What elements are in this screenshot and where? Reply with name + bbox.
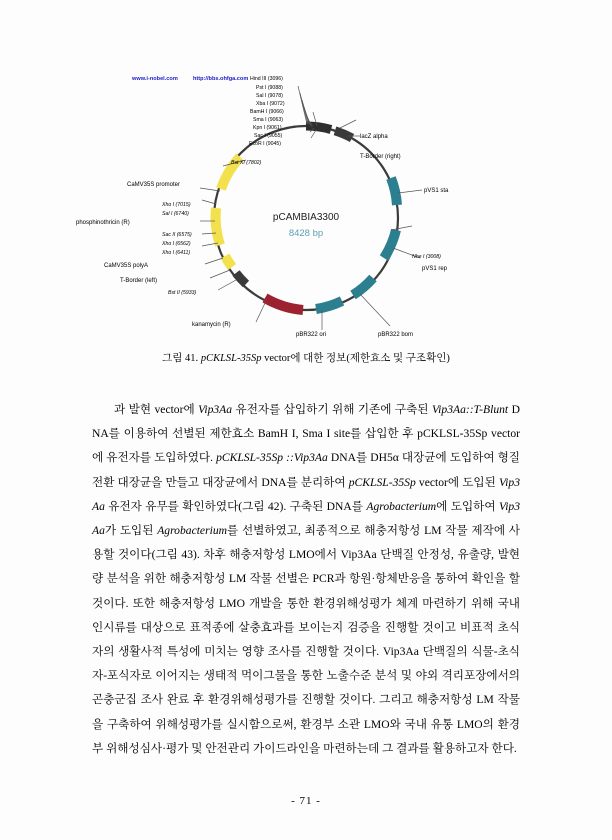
page-number: - 71 - — [291, 795, 321, 807]
label-t-border-left: T-Border (left) — [120, 278, 158, 284]
label-xho1-7015: Xho I (7015) — [162, 202, 191, 208]
label-kanamycin-r: kanamycin (R) — [192, 322, 231, 328]
feature-lacz-alpha — [306, 126, 331, 130]
label-camv35s-promoter: CaMV35S promoter — [127, 182, 181, 188]
label-bst2-5933: Bst II (5933) — [168, 290, 197, 296]
figure-url-left: www.i-nobel.com — [132, 76, 178, 82]
caption-suffix: vector에 대한 정보(제한효소 및 구조확인) — [261, 353, 450, 364]
mcs-site-xba1: Xba I (9072) — [256, 101, 285, 107]
plasmid-map-figure — [60, 58, 552, 346]
label-bstx1: Bst XI (7802) — [231, 160, 262, 166]
plasmid-size: 8428 bp — [288, 228, 324, 239]
plasmid-map-svg — [60, 58, 552, 346]
mcs-site-ecor1: EcoR I (9045) — [249, 141, 282, 147]
feature-pvs1-sta — [391, 178, 397, 205]
figure-url-right: http://bbs.ohfga.com — [193, 76, 249, 82]
feature-t-border-left — [236, 273, 246, 284]
mcs-site-bamh1: BamH I (9066) — [250, 109, 284, 115]
mcs-site-labels — [249, 76, 285, 147]
label-nhe1-3008: Nhe I (3008) — [412, 254, 441, 260]
label-pvs1-sta: pVS1 sta — [424, 188, 449, 194]
feature-kanamycin-r — [265, 298, 303, 310]
plasmid-name: pCAMBIA3300 — [272, 212, 340, 223]
figure-caption — [88, 350, 524, 365]
body-paragraph: 과 발현 vector에 Vip3Aa 유전자를 삽입하기 위해 기존에 구축된 Vip3Aa::T-Blunt DNA를 이용하여 선별된 제한효소 BamH I, Sma I site를 삽입한 후 pCKLSL-35Sp vector에 유전자를 도입하였다. pCKLSL-35Sp ::Vip3Aa DNA를 DH5α 대장균에 도입하여 형질전환 대장균을 만들고 대장균에서 DNA를 분리하여 pCKLSL-35Sp vector에 도입된 Vip3Aa 유전자 유무를 확인하였다(그림 42). 구축된 DNA를 Agrobacterium에 도입하여 Vip3Aa가 도입된 Agrobacterium를 선별하였고, 최종적으로 해충저항성 LM 작물 제작에 사용할 것이다(그림 43). 차후 해충저항성 LMO에서 Vip3Aa 단백질 안정성, 유출량, 발현량 분석을 위한 해충저항성 LM 작물 선별은 PCR과 항원·항체반응을 통하여 확인을 할 것이다. 또한 해충저항성 LMO 개발을 통한 환경위해성평가 체계 마련하기 위해 국내 인시류를 대상으로 표적종에 살충효과를 보이는지 검증을 진행할 것이고 비표적 초식자의 생활사적 특성에 미치는 영향 조사를 진행할 것이다. Vip3Aa 단백질의 식물-초식자-포식자로 이어지는 생태적 먹이그물을 통한 노출수준 분석 및 야외 격리포장에서의 곤충군집 조사 완료 후 환경위해성평가를 진행할 것이다. 그리고 해충저항성 LM 작물을 구축하여 위해성평가를 실시함으로써, 환경부 소관 LMO와 국내 유통 LMO의 환경부 위해성심사·평가 및 안전관리 가이드라인을 마련하는데 그 결과를 활용하고자 한다. — [92, 403, 521, 755]
label-camv35s-polya: CaMV35S polyA — [104, 263, 149, 269]
feature-t-border-right — [335, 131, 352, 138]
label-t-border-right: T-Border (right) — [360, 154, 401, 160]
mcs-site-sal1: Sal I (9078) — [256, 93, 283, 99]
feature-pbr322-ori — [316, 301, 342, 309]
mcs-site-pst1: Pst I (9088) — [256, 85, 283, 91]
label-sal1-6740: Sal I (6740) — [162, 211, 189, 217]
label-xho1-6411: Xho I (6411) — [162, 250, 191, 256]
feature-phosphinothricin — [216, 208, 220, 245]
mcs-site-kpn1: Kpn I (9061) — [253, 125, 282, 131]
feature-pbr322-bom — [353, 278, 373, 295]
caption-italic: pCKLSL-35Sp — [200, 353, 262, 364]
mcs-site-hind3: Hind III (3096) — [250, 76, 283, 82]
label-pbr322-bom: pBR322 bom — [378, 332, 414, 338]
label-sac2-6575: Sac II (6575) — [162, 232, 192, 238]
label-pvs1-rep: pVS1 rep — [422, 266, 448, 272]
label-phosphinothricin: phosphinothricin (R) — [76, 220, 130, 226]
label-lacz-alpha: lacZ alpha — [360, 134, 388, 140]
body-text-block — [92, 398, 520, 761]
mcs-site-sac1: Sac I (9055) — [254, 133, 283, 139]
label-xho1-6562: Xho I (6562) — [162, 241, 191, 247]
caption-prefix: 그림 41. — [162, 353, 201, 364]
label-pbr322-ori: pBR322 ori — [296, 332, 327, 338]
mcs-site-sma1: Sma I (9063) — [253, 117, 283, 123]
feature-pvs1-rep — [384, 230, 396, 258]
feature-camv35s-polya — [225, 256, 232, 267]
